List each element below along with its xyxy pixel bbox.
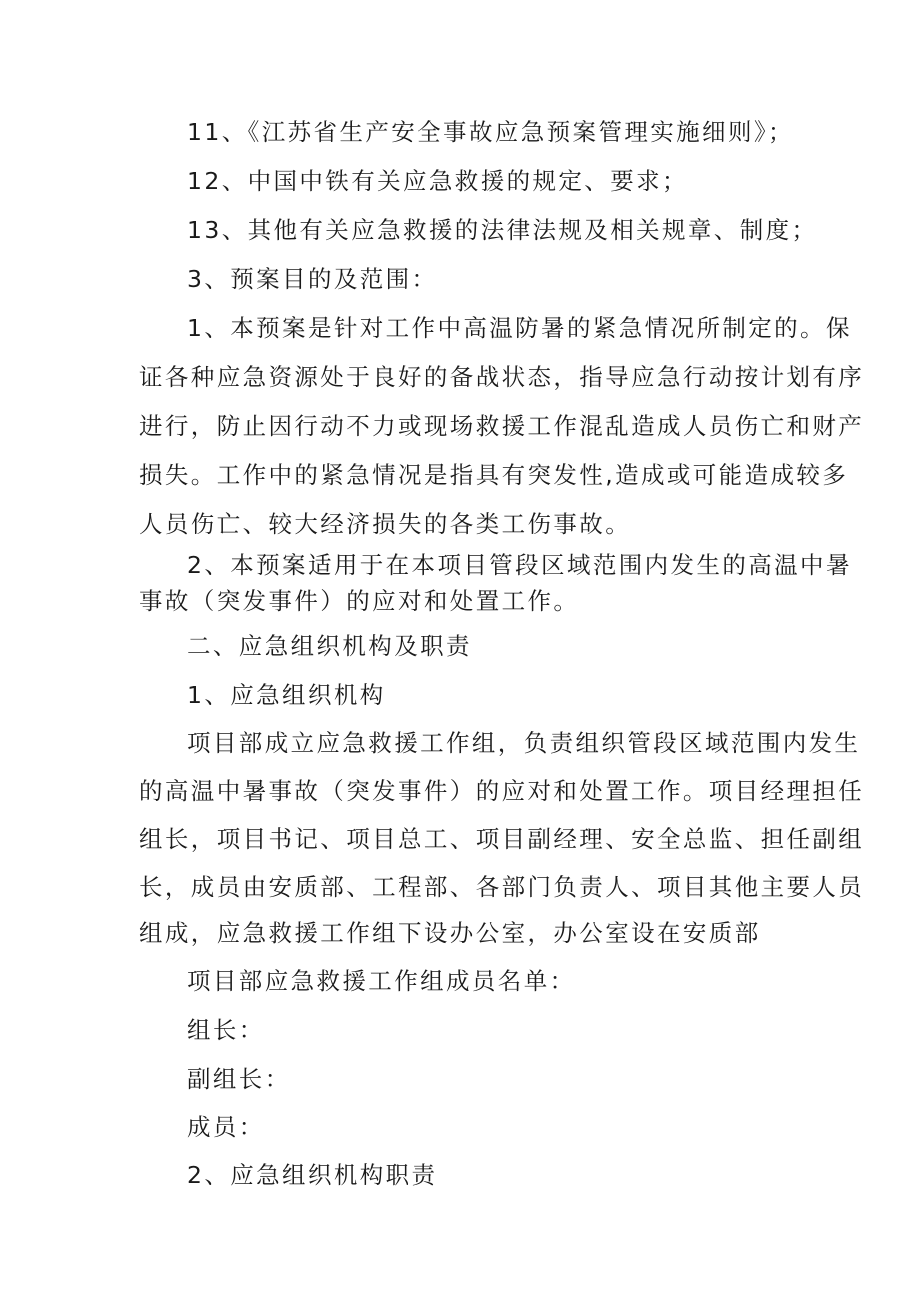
reference-item-13: 13、其他有关应急救援的法律法规及相关规章、制度；: [187, 216, 818, 244]
section-heading-purpose-scope: 3、预案目的及范围：: [187, 265, 438, 293]
member-list-members: 成员：: [187, 1113, 265, 1141]
subsection-heading-duties: 2、应急组织机构职责: [187, 1161, 438, 1189]
paragraph-line: 2、本预案适用于在本项目管段区域范围内发生的高温中暑: [187, 551, 852, 579]
member-list-title: 项目部应急救援工作组成员名单：: [187, 967, 576, 995]
paragraph-line: 事故（突发事件）的应对和处置工作。: [139, 587, 580, 615]
member-list-leader: 组长：: [187, 1016, 265, 1044]
paragraph-line: 项目部成立应急救援工作组，负责组织管段区域范围内发生: [187, 729, 861, 757]
paragraph-line: 组长，项目书记、项目总工、项目副经理、安全总监、担任副组: [139, 825, 865, 853]
reference-item-11: 11、《江苏省生产安全事故应急预案管理实施细则》；: [187, 118, 794, 146]
section-heading-organization: 二、应急组织机构及职责: [187, 632, 472, 660]
subsection-heading-organization: 1、应急组织机构: [187, 681, 386, 709]
paragraph-line: 长，成员由安质部、工程部、各部门负责人、项目其他主要人员: [139, 873, 865, 901]
paragraph-line: 损失。工作中的紧急情况是指具有突发性,造成或可能造成较多: [139, 461, 849, 489]
paragraph-line: 的高温中暑事故（突发事件）的应对和处置工作。项目经理担任: [139, 777, 865, 805]
paragraph-line: 人员伤亡、较大经济损失的各类工伤事故。: [139, 510, 632, 538]
paragraph-line: 1、本预案是针对工作中高温防暑的紧急情况所制定的。保: [187, 314, 852, 342]
reference-item-12: 12、中国中铁有关应急救援的规定、要求；: [187, 167, 688, 195]
paragraph-line: 组成，应急救援工作组下设办公室，办公室设在安质部: [139, 919, 761, 947]
member-list-deputy-leader: 副组长：: [187, 1065, 291, 1093]
paragraph-line: 证各种应急资源处于良好的备战状态，指导应急行动按计划有序: [139, 363, 865, 391]
paragraph-line: 进行，防止因行动不力或现场救援工作混乱造成人员伤亡和财产: [139, 412, 865, 440]
